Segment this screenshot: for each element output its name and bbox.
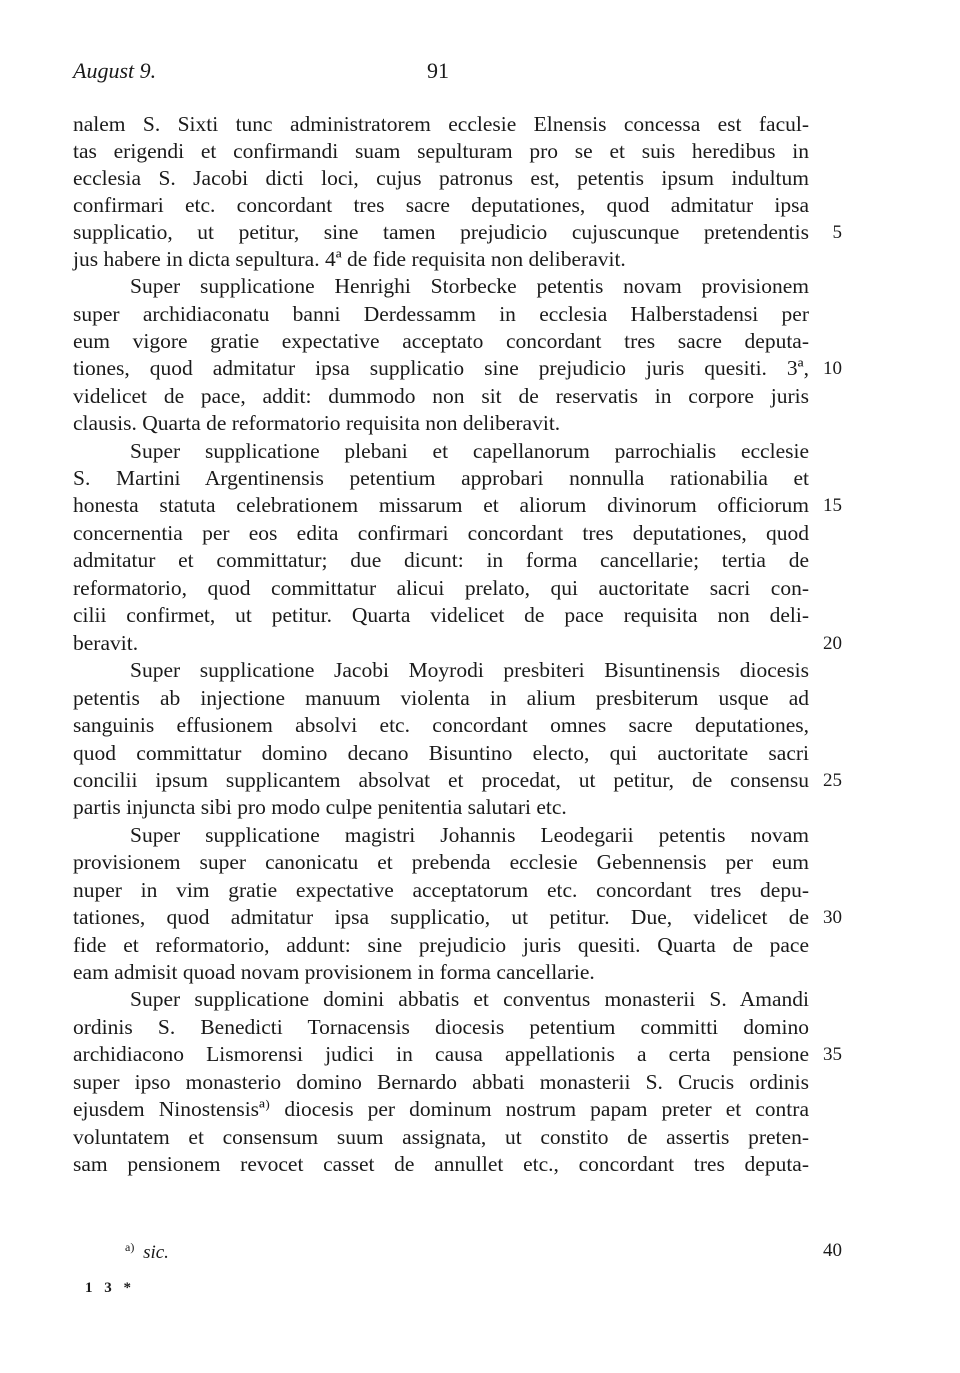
text-line: tiones, quod admitatur ipsa supplicatio sine prejudicio juris quesiti. 3ª, bbox=[73, 356, 809, 380]
text-line: super archidiaconatu banni Derdessamm in ecclesia Halberstadensi per bbox=[73, 302, 809, 326]
footnote-mark: a) bbox=[125, 1240, 135, 1254]
text-line: ejusdem Ninostensisª⁾ diocesis per dominum nostrum papam preter et contra bbox=[73, 1097, 809, 1121]
text-line: Super supplicatione plebani et capellanorum parrochialis ecclesie bbox=[130, 439, 809, 463]
text-line: fide et reformatorio, addunt: sine prejudicio juris quesiti. Quarta de pace bbox=[73, 933, 809, 957]
text-line: admitatur et committatur; due dicunt: in forma cancellarie; tertia de bbox=[73, 548, 809, 572]
text-line: concilii ipsum supplicantem absolvat et procedat, ut petitur, de consensu bbox=[73, 768, 809, 792]
text-line: tationes, quod admitatur ipsa supplicatio, ut petitur. Due, videlicet de bbox=[73, 905, 809, 929]
signature-mark: 1 3 * bbox=[85, 1280, 135, 1296]
page-number: 91 bbox=[427, 58, 449, 83]
line-number: 30 bbox=[823, 907, 842, 928]
text-line: Super supplicatione Jacobi Moyrodi presbiteri Bisuntinensis diocesis bbox=[130, 658, 809, 682]
footnote bbox=[125, 1240, 169, 1264]
line-number: 35 bbox=[823, 1044, 842, 1065]
text-line: supplicatio, ut petitur, sine tamen prejudicio cujuscunque pretendentis bbox=[73, 220, 809, 244]
text-line: nalem S. Sixti tunc administratorem ecclesie Elnensis concessa est facul- bbox=[73, 112, 809, 136]
line-number: 15 bbox=[823, 495, 842, 516]
text-line: nuper in vim gratie expectative acceptatorum etc. concordant tres depu- bbox=[73, 878, 809, 902]
line-number: 25 bbox=[823, 770, 842, 791]
text-line: sam pensionem revocet casset de annullet etc., concordant tres deputa- bbox=[73, 1152, 809, 1176]
text-line: Super supplicatione domini abbatis et conventus monasterii S. Amandi bbox=[130, 987, 809, 1011]
text-line: jus habere in dicta sepultura. 4ª de fide requisita non deliberavit. bbox=[73, 247, 626, 271]
line-number: 40 bbox=[823, 1240, 842, 1261]
line-number: 20 bbox=[823, 633, 842, 654]
text-line: confirmari etc. concordant tres sacre deputationes, quod admitatur ipsa bbox=[73, 193, 809, 217]
text-line: cilii confirmet, ut petitur. Quarta videlicet de pace requisita non deli- bbox=[73, 603, 809, 627]
text-line: honesta statuta celebrationem missarum et aliorum divinorum officiorum bbox=[73, 493, 809, 517]
line-number: 5 bbox=[832, 222, 842, 243]
text-line: videlicet de pace, addit: dummodo non sit de reservatis in corpore juris bbox=[73, 384, 809, 408]
text-line: provisionem super canonicatu et prebenda ecclesie Gebennensis per eum bbox=[73, 850, 809, 874]
text-line: ecclesia S. Jacobi dicti loci, cujus patronus est, petentis ipsum indultum bbox=[73, 166, 809, 190]
text-line: clausis. Quarta de reformatorio requisita non deliberavit. bbox=[73, 411, 561, 435]
text-line: voluntatem et consensum suum assignata, ut constito de assertis preten- bbox=[73, 1125, 809, 1149]
text-line: Super supplicatione Henrighi Storbecke petentis novam provisionem bbox=[130, 274, 809, 298]
header-date: August 9. bbox=[73, 58, 157, 83]
text-line: Super supplicatione magistri Johannis Leodegarii petentis novam bbox=[130, 823, 809, 847]
text-line: ordinis S. Benedicti Tornacensis diocesis petentium committi domino bbox=[73, 1015, 809, 1039]
text-line: quod committatur domino decano Bisuntino electo, qui auctoritate sacri bbox=[73, 741, 809, 765]
text-line: sanguinis effusionem absolvi etc. concordant omnes sacre deputationes, bbox=[73, 713, 809, 737]
text-line: beravit. bbox=[73, 631, 139, 655]
footnote-text: sic. bbox=[143, 1242, 169, 1264]
text-line: S. Martini Argentinensis petentium approbari nonnulla rationabilia et bbox=[73, 466, 809, 490]
text-line: eam admisit quoad novam provisionem in forma cancellarie. bbox=[73, 960, 595, 984]
text-line: super ipso monasterio domino Bernardo abbati monasterii S. Crucis ordinis bbox=[73, 1070, 809, 1094]
text-line: petentis ab injectione manuum violenta in alium presbiterum usque ad bbox=[73, 686, 809, 710]
text-line: partis injuncta sibi pro modo culpe penitentia salutari etc. bbox=[73, 795, 567, 819]
text-line: eum vigore gratie expectative acceptato concordant tres sacre deputa- bbox=[73, 329, 809, 353]
text-line: tas erigendi et confirmandi suam sepulturam pro se et suis heredibus in bbox=[73, 139, 809, 163]
text-line: concernentia per eos edita confirmari concordant tres deputationes, quod bbox=[73, 521, 809, 545]
text-line: archidiacono Lismorensi judici in causa appellationis a certa pensione bbox=[73, 1042, 809, 1066]
line-number: 10 bbox=[823, 358, 842, 379]
text-line: reformatorio, quod committatur alicui prelato, qui auctoritate sacri con- bbox=[73, 576, 809, 600]
